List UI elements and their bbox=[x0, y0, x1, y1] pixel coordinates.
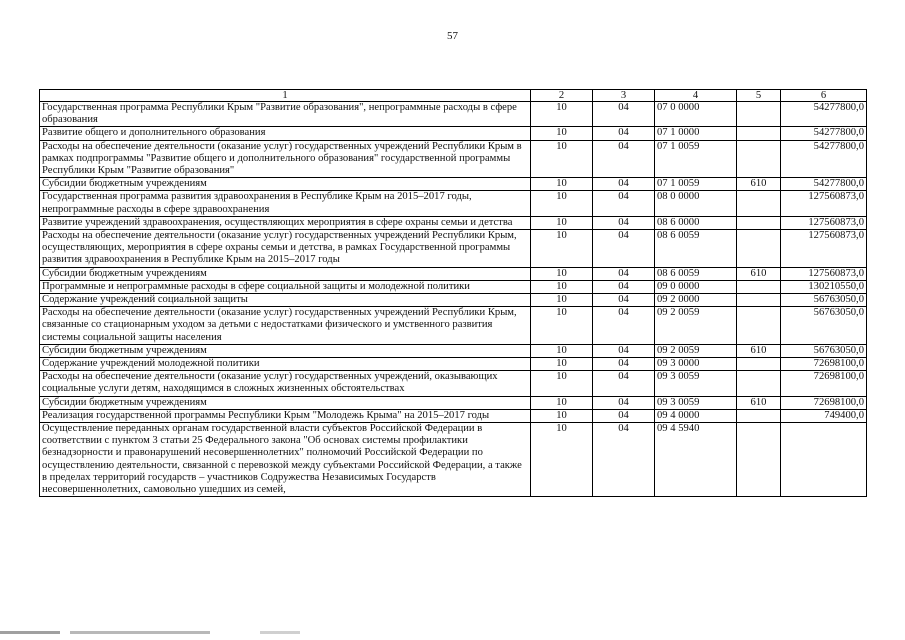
table-row bbox=[40, 230, 867, 268]
row-name-cell: Содержание учреждений молодежной политики bbox=[40, 358, 531, 371]
table-row bbox=[40, 294, 867, 307]
section-code-cell: 10 bbox=[531, 423, 593, 497]
subsection-code-cell: 04 bbox=[593, 280, 655, 293]
section-code-cell: 10 bbox=[531, 371, 593, 396]
subsection-code-cell: 04 bbox=[593, 307, 655, 345]
expense-type-cell bbox=[737, 358, 781, 371]
subsection-code-cell: 04 bbox=[593, 423, 655, 497]
subsection-code-cell: 04 bbox=[593, 102, 655, 127]
target-article-cell: 07 1 0059 bbox=[655, 140, 737, 178]
subsection-code-cell: 04 bbox=[593, 358, 655, 371]
row-name-cell: Государственная программа развития здравоохранения в Республике Крым на 2015–2017 годы, непрограммные расходы в сфере здравоохранения bbox=[40, 191, 531, 216]
section-code-cell: 10 bbox=[531, 216, 593, 229]
column-header: 6 bbox=[781, 90, 867, 102]
section-code-cell: 10 bbox=[531, 307, 593, 345]
amount-cell: 127560873,0 bbox=[781, 230, 867, 268]
amount-cell: 72698100,0 bbox=[781, 396, 867, 409]
row-name-cell: Субсидии бюджетным учреждениям bbox=[40, 396, 531, 409]
expense-type-cell bbox=[737, 294, 781, 307]
expense-type-cell bbox=[737, 371, 781, 396]
amount-cell bbox=[781, 423, 867, 497]
amount-cell: 130210550,0 bbox=[781, 280, 867, 293]
row-name-cell: Осуществление переданных органам государственной власти субъектов Российской Федерации в соответствии с пунктом 3 статьи 25 Федерального закона "Об основах системы профилактики безнадзорности и правонарушений несовершеннолетних" полномочий Российской Федерации по осуществлению деятельности, связанной с перевозкой между субъектами Российской Федерации, а также в пределах территорий государств – участников Содружества Независимых Государств несовершеннолетних, самовольно ушедших из семей, bbox=[40, 423, 531, 497]
amount-cell: 54277800,0 bbox=[781, 102, 867, 127]
target-article-cell: 09 3 0059 bbox=[655, 371, 737, 396]
row-name-cell: Программные и непрограммные расходы в сфере социальной защиты и молодежной политики bbox=[40, 280, 531, 293]
subsection-code-cell: 04 bbox=[593, 178, 655, 191]
table-row bbox=[40, 127, 867, 140]
subsection-code-cell: 04 bbox=[593, 396, 655, 409]
section-code-cell: 10 bbox=[531, 344, 593, 357]
table-row bbox=[40, 409, 867, 422]
expense-type-cell bbox=[737, 423, 781, 497]
amount-cell: 127560873,0 bbox=[781, 191, 867, 216]
section-code-cell: 10 bbox=[531, 294, 593, 307]
row-name-cell: Реализация государственной программы Республики Крым "Молодежь Крыма" на 2015–2017 годы bbox=[40, 409, 531, 422]
row-name-cell: Содержание учреждений социальной защиты bbox=[40, 294, 531, 307]
target-article-cell: 08 0 0000 bbox=[655, 191, 737, 216]
subsection-code-cell: 04 bbox=[593, 371, 655, 396]
section-code-cell: 10 bbox=[531, 127, 593, 140]
table-row bbox=[40, 307, 867, 345]
table-body bbox=[40, 102, 867, 497]
table-row bbox=[40, 191, 867, 216]
amount-cell: 54277800,0 bbox=[781, 140, 867, 178]
target-article-cell: 09 3 0000 bbox=[655, 358, 737, 371]
expense-type-cell bbox=[737, 230, 781, 268]
target-article-cell: 09 2 0000 bbox=[655, 294, 737, 307]
target-article-cell: 09 0 0000 bbox=[655, 280, 737, 293]
table-row bbox=[40, 102, 867, 127]
amount-cell: 127560873,0 bbox=[781, 216, 867, 229]
table-row bbox=[40, 396, 867, 409]
section-code-cell: 10 bbox=[531, 140, 593, 178]
target-article-cell: 08 6 0000 bbox=[655, 216, 737, 229]
table-row bbox=[40, 216, 867, 229]
target-article-cell: 08 6 0059 bbox=[655, 230, 737, 268]
section-code-cell: 10 bbox=[531, 267, 593, 280]
row-name-cell: Расходы на обеспечение деятельности (оказание услуг) государственных учреждений Республики Крым, связанные со стационарным уходом за детьми с недостатками физического и умственного развития системы социальной защиты населения bbox=[40, 307, 531, 345]
row-name-cell: Субсидии бюджетным учреждениям bbox=[40, 178, 531, 191]
row-name-cell: Субсидии бюджетным учреждениям bbox=[40, 344, 531, 357]
table-row bbox=[40, 267, 867, 280]
expense-type-cell: 610 bbox=[737, 344, 781, 357]
scan-edge-line bbox=[0, 631, 905, 634]
expense-type-cell bbox=[737, 102, 781, 127]
expense-type-cell: 610 bbox=[737, 267, 781, 280]
amount-cell: 54277800,0 bbox=[781, 127, 867, 140]
subsection-code-cell: 04 bbox=[593, 127, 655, 140]
section-code-cell: 10 bbox=[531, 191, 593, 216]
section-code-cell: 10 bbox=[531, 230, 593, 268]
expense-type-cell: 610 bbox=[737, 178, 781, 191]
amount-cell: 56763050,0 bbox=[781, 307, 867, 345]
subsection-code-cell: 04 bbox=[593, 216, 655, 229]
target-article-cell: 09 2 0059 bbox=[655, 307, 737, 345]
amount-cell: 54277800,0 bbox=[781, 178, 867, 191]
row-name-cell: Расходы на обеспечение деятельности (оказание услуг) государственных учреждений, оказывающих социальные услуги детям, находящимся в сложных жизненных обстоятельствах bbox=[40, 371, 531, 396]
amount-cell: 72698100,0 bbox=[781, 358, 867, 371]
column-header: 1 bbox=[40, 90, 531, 102]
table-row bbox=[40, 280, 867, 293]
target-article-cell: 07 1 0059 bbox=[655, 178, 737, 191]
amount-cell: 56763050,0 bbox=[781, 344, 867, 357]
target-article-cell: 09 4 5940 bbox=[655, 423, 737, 497]
expense-type-cell bbox=[737, 409, 781, 422]
table-row bbox=[40, 344, 867, 357]
table-row bbox=[40, 178, 867, 191]
section-code-cell: 10 bbox=[531, 178, 593, 191]
subsection-code-cell: 04 bbox=[593, 230, 655, 268]
amount-cell: 72698100,0 bbox=[781, 371, 867, 396]
column-header: 4 bbox=[655, 90, 737, 102]
table-row bbox=[40, 140, 867, 178]
budget-table bbox=[39, 89, 867, 497]
header-row bbox=[40, 90, 867, 102]
target-article-cell: 09 2 0059 bbox=[655, 344, 737, 357]
expense-type-cell bbox=[737, 191, 781, 216]
subsection-code-cell: 04 bbox=[593, 409, 655, 422]
row-name-cell: Развитие учреждений здравоохранения, осуществляющих мероприятия в сфере охраны семьи и детства bbox=[40, 216, 531, 229]
target-article-cell: 07 0 0000 bbox=[655, 102, 737, 127]
expense-type-cell bbox=[737, 140, 781, 178]
amount-cell: 749400,0 bbox=[781, 409, 867, 422]
section-code-cell: 10 bbox=[531, 409, 593, 422]
row-name-cell: Развитие общего и дополнительного образования bbox=[40, 127, 531, 140]
page-number: 57 bbox=[447, 30, 458, 42]
column-header: 5 bbox=[737, 90, 781, 102]
row-name-cell: Государственная программа Республики Крым "Развитие образования", непрограммные расходы в сфере образования bbox=[40, 102, 531, 127]
table-row bbox=[40, 423, 867, 497]
target-article-cell: 08 6 0059 bbox=[655, 267, 737, 280]
amount-cell: 56763050,0 bbox=[781, 294, 867, 307]
subsection-code-cell: 04 bbox=[593, 344, 655, 357]
row-name-cell: Расходы на обеспечение деятельности (оказание услуг) государственных учреждений Республики Крым в рамках подпрограммы "Развитие общего и дополнительного образования" государственной программы Республики Крым "Развитие образования" bbox=[40, 140, 531, 178]
target-article-cell: 07 1 0000 bbox=[655, 127, 737, 140]
row-name-cell: Субсидии бюджетным учреждениям bbox=[40, 267, 531, 280]
section-code-cell: 10 bbox=[531, 396, 593, 409]
subsection-code-cell: 04 bbox=[593, 140, 655, 178]
section-code-cell: 10 bbox=[531, 280, 593, 293]
subsection-code-cell: 04 bbox=[593, 267, 655, 280]
table-row bbox=[40, 358, 867, 371]
expense-type-cell: 610 bbox=[737, 396, 781, 409]
expense-type-cell bbox=[737, 307, 781, 345]
section-code-cell: 10 bbox=[531, 102, 593, 127]
expense-type-cell bbox=[737, 280, 781, 293]
target-article-cell: 09 3 0059 bbox=[655, 396, 737, 409]
section-code-cell: 10 bbox=[531, 358, 593, 371]
column-header: 2 bbox=[531, 90, 593, 102]
subsection-code-cell: 04 bbox=[593, 191, 655, 216]
row-name-cell: Расходы на обеспечение деятельности (оказание услуг) государственных учреждений Республики Крым, осуществляющих, мероприятия в сфере охраны семьи и детства, в рамках Государственной программы развития здравоохранения в Республике Крым на 2015–2017 годы bbox=[40, 230, 531, 268]
target-article-cell: 09 4 0000 bbox=[655, 409, 737, 422]
expense-type-cell bbox=[737, 216, 781, 229]
table-row bbox=[40, 371, 867, 396]
expense-type-cell bbox=[737, 127, 781, 140]
amount-cell: 127560873,0 bbox=[781, 267, 867, 280]
column-header: 3 bbox=[593, 90, 655, 102]
subsection-code-cell: 04 bbox=[593, 294, 655, 307]
